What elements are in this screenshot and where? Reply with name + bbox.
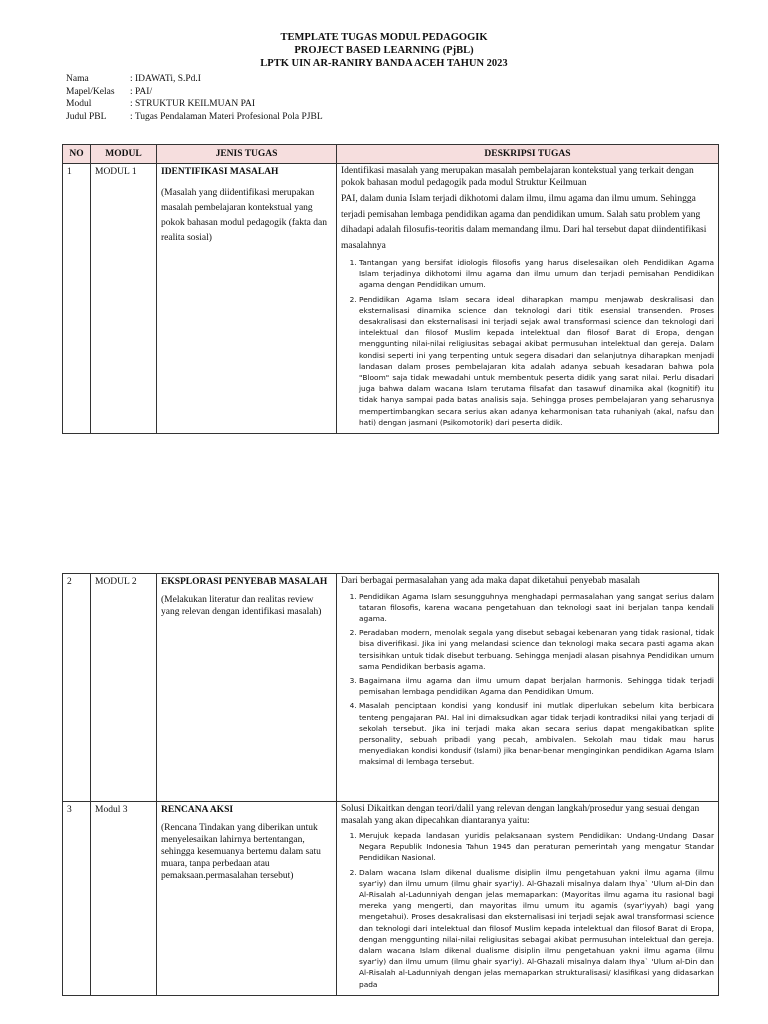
table-row [63, 802, 719, 996]
list-item: 3. Bagaimana ilmu agama dan ilmu umum dapat berjalan harmonis. Sehingga tidak terjadi pemisahan lembaga pendidikan Agama dan Pendidikan Umum. [359, 675, 714, 697]
row-deskripsi [337, 164, 719, 434]
meta-row-mapel [66, 86, 323, 99]
deskripsi-list [341, 830, 714, 990]
row-no: 3 [63, 802, 91, 996]
header-deskripsi-tugas: DESKRIPSI TUGAS [337, 145, 719, 164]
jenis-description: (Rencana Tindakan yang diberikan untuk menyelesaikan lahirnya bertentangan, sehingga kesemuanya bertemu dalam satu muara, tanpa perbedaan atau pemaksaan.permasalahan tersebut) [161, 823, 321, 881]
deskripsi-list [341, 257, 714, 428]
deskripsi-intro: Dari berbagai permasalahan yang ada maka dapat diketahui penyebab masalah [341, 576, 640, 586]
meta-label: Mapel/Kelas [66, 86, 115, 97]
header-modul: MODUL [91, 145, 157, 164]
table-header-row [63, 145, 719, 164]
list-item: 2. Dalam wacana Islam dikenal dualisme disiplin ilmu pengetahuan yakni ilmu agama (ilmu syar'iy) dan ilmu umum (ilmu ghair syar'iy). Al-Ghazali misalnya dalam Ihya` 'Ulum al-Din dan Al-Risalah al-Ladunniyah dengan jelas memaparkan: (Mayoritas ilmu agama itu rasional bagi mereka yang mengerti, dan mayoritas ilmu umum itu agamis (syar'iyyah) bagi yang mengetahui). Proses desakralisasi dan eksternalisasi ini terjadi sejak awal transformasi science dan teknologi dari intelektual dan filosof Muslim kepada intelektual dan filosof Barat di Eropa, dengan menggunting nilai-nilai religiusitas sebagai akibat permusuhan intelektual dan gereja. dalam wacana Islam dikenal dualisme disiplin ilmu pengetahuan yakni ilmu agama (ilmu syar'iy) dan ilmu umum (ilmu ghair syar'iy). Al-Ghazali misalnya dalam Ihya` 'Ulum al-Din dan Al-Risalah al-Ladunniyah dengan jelas memaparkan strukturalisasi/ klasifikasi yang didasarkan pada [359, 867, 714, 990]
jenis-description: (Melakukan literatur dan realitas review yang relevan dengan identifikasi masalah) [161, 595, 322, 617]
meta-row-judul [66, 111, 323, 124]
list-item: 2. Pendidikan Agama Islam secara ideal diharapkan mampu menjawab deskralisasi dan eksternalisasi dinamika science dan teknologi dari titik esensial transenden. Proses desakralisasi dan eksternalisasi ini terjadi sejak awal transformasi science dan teknologi dari intelektual dan filosof Muslim kepada intelektual dan filosof Barat di Eropa, dengan menggunting nilai-nilai religiusitas sebagai akibat permusuhan intelektual dan gereja. Dalam kondisi seperti ini yang terpenting untuk segera disadari dan selanjutnya diharapkan menjadi landasan dalam proses pembelajaran kita adalah adanya sebuah kesadaran bahwa pola "Bloom" saja tidak mewadahi untuk membentuk peserta didik yang sarat nilai. Perlu disadari juga bahwa dalam wacana Islam terutama filsafat dan tasawuf dinamika akal (kognitif) itu tidak hanya sampai pada batas analisis saja. Sehingga proses pembelajaran yang seharusnya mempertimbangkan secara serius akan adanya keharmonisan tata ruhaniyah (akal, nafsu dan hati) dengan jasmani (Psikomotorik) dari peserta didik. [359, 294, 714, 428]
deskripsi-intro: Identifikasi masalah yang merupakan masalah pembelajaran kontekstual yang terkait dengan pokok bahasan modul pedagogik pada modul Struktur Keilmuan [341, 166, 694, 188]
list-item: 2. Peradaban modern, menolak segala yang disebut sebagai kebenaran yang tidak rasional, tidak bisa diverifikasi. Jika ini yang melandasi science dan teknologi maka secara pasti agama akan tersisihkan untuk tidak disebut terbuang. Sehingga menjadi alasan pisahnya Pendidikan umum sama Pendidikan berbasis agama. [359, 627, 714, 672]
row-modul: Modul 3 [91, 802, 157, 996]
jenis-description: (Masalah yang diidentifikasi merupakan masalah pembelajaran kontekstual yang pokok bahasan modul pedagogik (fakta dan realita sosial) [161, 188, 327, 243]
row-deskripsi [337, 802, 719, 996]
meta-label: Modul [66, 99, 92, 110]
deskripsi-intro: Solusi Dikaitkan dengan teori/dalil yang relevan dengan langkah/prosedur yang sesuai dengan masalah yang akan dipecahkan diantaranya yaitu: [341, 804, 700, 826]
row-jenis-tugas [157, 164, 337, 434]
meta-value: : IDAWATi, S.Pd.I [130, 74, 201, 84]
identity-block [66, 73, 323, 123]
row-no: 1 [63, 164, 91, 434]
meta-row-nama [66, 73, 323, 86]
task-table-part-1 [62, 144, 719, 434]
doc-title-line-2: PROJECT BASED LEARNING (PjBL) [294, 45, 474, 56]
meta-label: Nama [66, 74, 89, 84]
row-jenis-tugas [157, 574, 337, 802]
jenis-title: RENCANA AKSI [161, 805, 234, 815]
deskripsi-list [341, 591, 714, 768]
list-item: 1. Pendidikan Agama Islam sesungguhnya menghadapi permasalahan yang sangat serius dalam tataran filosofis, karena wacana pengetahuan dan teknologi saat ini berjalan tanpa kendali agama. [359, 591, 714, 625]
jenis-title: IDENTIFIKASI MASALAH [161, 167, 279, 177]
meta-value: : Tugas Pendalaman Materi Profesional Pola PJBL [130, 111, 323, 122]
jenis-title: EKSPLORASI PENYEBAB MASALAH [161, 577, 328, 587]
meta-value: : STRUKTUR KEILMUAN PAI [130, 99, 256, 110]
row-no: 2 [63, 574, 91, 802]
list-item: 1. Merujuk kepada landasan yuridis pelaksanaan system Pendidikan: Undang-Undang Dasar Negara Republik Indonesia Tahun 1945 dan peraturan pemerintah yang mengatur Standar Pendidikan Nasional. [359, 830, 714, 864]
meta-row-modul [66, 98, 323, 111]
table-row [63, 574, 719, 802]
doc-title-line-3: LPTK UIN AR-RANIRY BANDA ACEH TAHUN 2023 [260, 58, 508, 69]
header-jenis-tugas: JENIS TUGAS [157, 145, 337, 164]
table-row [63, 164, 719, 434]
list-item: 1. Tantangan yang bersifat idiologis filosofis yang harus diselesaikan oleh Pendidikan Agama Islam terjadinya dikhotomi ilmu agama dan ilmu umum dan terjadi pemisahan Pendidikan agama dengan Pendidikan umum. [359, 257, 714, 291]
list-item: 4. Masalah penciptaan kondisi yang kondusif ini mutlak diperlukan sebelum kita berbicara tenteng pengajaran PAI. Hal ini dimaksudkan agar tidak terjadi kontradiksi nilai yang terjadi di sekolah tersebut. Jika ini terjadi maka akan secara serius dapat mengakibatkan splite personality, sebuah pribadi yang pecah, ambivalen. Sekolah mau tidak mau harus menyediakan kondisi kondusif (Islami) jika benar-benar menginginkan pendidikan Agama Islam maksimal di lembaga tersebut. [359, 700, 714, 767]
meta-label: Judul PBL [66, 111, 107, 122]
row-modul: MODUL 1 [91, 164, 157, 434]
row-deskripsi [337, 574, 719, 802]
header-no: NO [63, 145, 91, 164]
row-jenis-tugas [157, 802, 337, 996]
task-table-part-2 [62, 573, 719, 996]
meta-value: : PAI/ [130, 86, 153, 97]
doc-title-line-1: TEMPLATE TUGAS MODUL PEDAGOGIK [280, 32, 488, 43]
row-modul: MODUL 2 [91, 574, 157, 802]
deskripsi-intro-continued: PAI, dalam dunia Islam terjadi dikhotomi dalam ilmu, ilmu agama dan ilmu umum. Sehingga terjadi pemisahan lembaga pendidikan agama dan pendidikan umum. Salah satu problem yang dihadapi adalah filosufis-teoritis dalam memandang ilmu. Dari hal tersebut dapat diindentifikasi masalahnya [341, 194, 707, 251]
